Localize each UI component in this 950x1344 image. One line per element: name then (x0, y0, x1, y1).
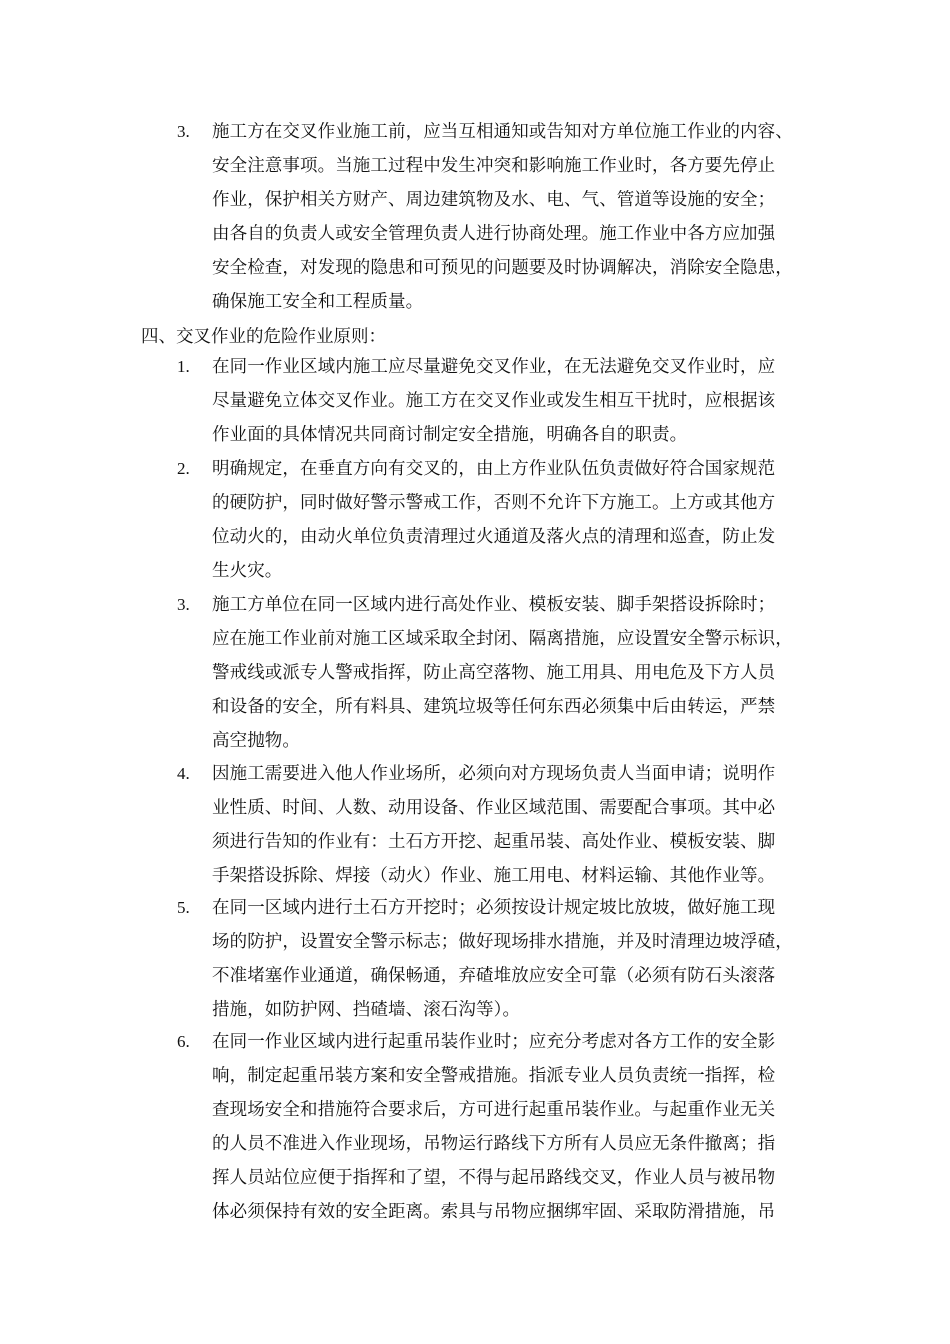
text-line: 位动火的，由动火单位负责清理过火通道及落火点的清理和巡查，防止发 (212, 527, 776, 547)
list-number: 3. (177, 122, 190, 141)
text-line: 手架搭设拆除、焊接（动火）作业、施工用电、材料运输、其他作业等。 (212, 866, 776, 886)
text-line: 作业，保护相关方财产、周边建筑物及水、电、气、管道等设施的安全； (212, 190, 776, 210)
text-line: 和设备的安全，所有料具、建筑垃圾等任何东西必须集中后由转运，严禁 (212, 697, 776, 717)
text-line: 的人员不准进入作业现场，吊物运行路线下方所有人员应无条件撤离；指 (212, 1134, 776, 1154)
text-line: 体必须保持有效的安全距离。索具与吊物应捆绑牢固、采取防滑措施，吊 (212, 1202, 776, 1222)
text-line: 因施工需要进入他人作业场所，必须向对方现场负责人当面申请；说明作 (212, 764, 776, 784)
text-line: 在同一作业区域内施工应尽量避免交叉作业，在无法避免交叉作业时，应 (212, 357, 776, 377)
text-line: 尽量避免立体交叉作业。施工方在交叉作业或发生相互干扰时，应根据该 (212, 391, 776, 411)
text-line: 高空抛物。 (212, 731, 300, 751)
list-item-text (212, 588, 834, 758)
list-number: 1. (177, 357, 190, 376)
text-line: 在同一作业区域内进行起重吊装作业时；应充分考虑对各方工作的安全影 (212, 1032, 776, 1052)
list-item-text (212, 115, 834, 319)
list-number: 4. (177, 764, 190, 783)
text-line: 明确规定，在垂直方向有交叉的，由上方作业队伍负责做好符合国家规范 (212, 459, 776, 479)
list-item-text (212, 757, 834, 893)
list-item-text (212, 1025, 834, 1229)
text-line: 在同一区域内进行土石方开挖时；必须按设计规定坡比放坡，做好施工现 (212, 898, 776, 918)
text-line: 应在施工作业前对施工区域采取全封闭、隔离措施，应设置安全警示标识， (212, 629, 793, 649)
text-line: 确保施工安全和工程质量。 (212, 292, 424, 312)
text-line: 挥人员站位应便于指挥和了望，不得与起吊路线交叉，作业人员与被吊物 (212, 1168, 776, 1188)
text-line: 施工方单位在同一区域内进行高处作业、模板安装、脚手架搭设拆除时； (212, 595, 776, 615)
text-line: 须进行告知的作业有：土石方开挖、起重吊装、高处作业、模板安装、脚 (212, 832, 776, 852)
list-number: 2. (177, 459, 190, 478)
list-item-text (212, 452, 834, 588)
list-number: 5. (177, 898, 190, 917)
text-line: 措施，如防护网、挡碴墙、滚石沟等）。 (212, 1000, 521, 1020)
text-line: 安全检查，对发现的隐患和可预见的问题要及时协调解决，消除安全隐患， (212, 258, 793, 278)
text-line: 由各自的负责人或安全管理负责人进行协商处理。施工作业中各方应加强 (212, 224, 776, 244)
text-line: 施工方在交叉作业施工前，应当互相通知或告知对方单位施工作业的内容、 (212, 122, 793, 142)
list-item-text (212, 350, 834, 452)
text-line: 不准堵塞作业通道，确保畅通，弃碴堆放应安全可靠（必须有防石头滚落 (212, 966, 776, 986)
text-line: 的硬防护，同时做好警示警戒工作，否则不允许下方施工。上方或其他方 (212, 493, 776, 513)
list-item-text (212, 891, 834, 1027)
section-heading: 四、交叉作业的危险作业原则： (141, 327, 386, 347)
text-line: 警戒线或派专人警戒指挥，防止高空落物、施工用具、用电危及下方人员 (212, 663, 776, 683)
text-line: 业性质、时间、人数、动用设备、作业区域范围、需要配合事项。其中必 (212, 798, 776, 818)
text-line: 作业面的具体情况共同商讨制定安全措施，明确各自的职责。 (212, 425, 688, 445)
list-number: 3. (177, 595, 190, 614)
list-number: 6. (177, 1032, 190, 1051)
text-line: 查现场安全和措施符合要求后，方可进行起重吊装作业。与起重作业无关 (212, 1100, 776, 1120)
text-line: 响，制定起重吊装方案和安全警戒措施。指派专业人员负责统一指挥，检 (212, 1066, 776, 1086)
text-line: 场的防护，设置安全警示标志；做好现场排水措施，并及时清理边坡浮碴， (212, 932, 793, 952)
text-line: 安全注意事项。当施工过程中发生冲突和影响施工作业时，各方要先停止 (212, 156, 776, 176)
text-line: 生火灾。 (212, 561, 283, 581)
